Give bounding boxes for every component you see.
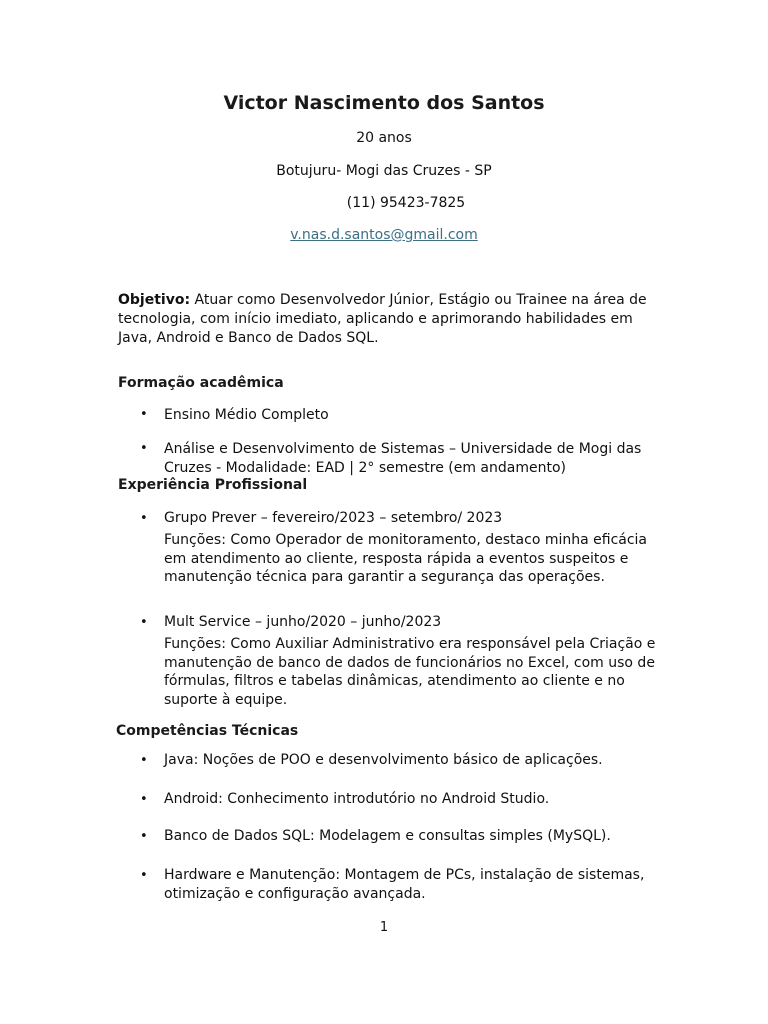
- experience-heading: Experiência Profissional: [118, 477, 308, 493]
- bullet-icon: •: [140, 792, 148, 807]
- skill-item: Android: Conhecimento introdutório no Android Studio.: [164, 791, 550, 807]
- objective-label: Objetivo:: [118, 292, 191, 308]
- bullet-icon: •: [140, 441, 148, 456]
- candidate-age: 20 anos: [356, 130, 412, 146]
- email-line: [0, 227, 768, 243]
- education-item: Análise e Desenvolvimento de Sistemas – Universidade de Mogi das Cruzes - Modalidade: EAD | 2° semestre (em andamento): [164, 441, 642, 476]
- experience-item-header: Grupo Prever – fevereiro/2023 – setembro/ 2023: [164, 510, 503, 526]
- experience-item-description: Funções: Como Operador de monitoramento, destaco minha eficácia em atendimento ao cliente, resposta rápida a eventos suspeitos e manutenção técnica para garantir a segurança das operações.: [164, 532, 648, 585]
- email-link[interactable]: v.nas.d.santos@gmail.com: [290, 227, 478, 243]
- experience-item-description: Funções: Como Auxiliar Administrativo era responsável pela Criação e manutenção de banco de dados de funcionários no Excel, com uso de fórmulas, filtros e tabelas dinâmicas, atendimento ao cliente e no suporte à equipe.: [164, 636, 656, 708]
- bullet-icon: •: [140, 753, 148, 768]
- education-heading: Formação acadêmica: [118, 375, 284, 391]
- skill-item: Hardware e Manutenção: Montagem de PCs, instalação de sistemas, otimização e configuração avançada.: [164, 867, 645, 902]
- bullet-icon: •: [140, 829, 148, 844]
- objective-paragraph: [118, 291, 658, 348]
- bullet-icon: •: [140, 511, 148, 526]
- education-item: Ensino Médio Completo: [164, 407, 329, 423]
- bullet-icon: •: [140, 407, 148, 422]
- skills-heading: Competências Técnicas: [116, 723, 299, 739]
- page-number: 1: [379, 920, 389, 935]
- skill-item: Java: Noções de POO e desenvolvimento básico de aplicações.: [164, 752, 603, 768]
- candidate-name: Victor Nascimento dos Santos: [223, 92, 545, 114]
- skill-item: Banco de Dados SQL: Modelagem e consultas simples (MySQL).: [164, 828, 611, 844]
- candidate-phone: (11) 95423-7825: [346, 195, 466, 211]
- bullet-icon: •: [140, 615, 148, 630]
- candidate-location: Botujuru- Mogi das Cruzes - SP: [276, 163, 492, 179]
- experience-item-header: Mult Service – junho/2020 – junho/2023: [164, 614, 442, 630]
- objective-text: Atuar como Desenvolvedor Júnior, Estágio ou Trainee na área de tecnologia, com início imediato, aplicando e aprimorando habilidades em Java, Android e Banco de Dados SQL.: [118, 292, 647, 346]
- bullet-icon: •: [140, 868, 148, 883]
